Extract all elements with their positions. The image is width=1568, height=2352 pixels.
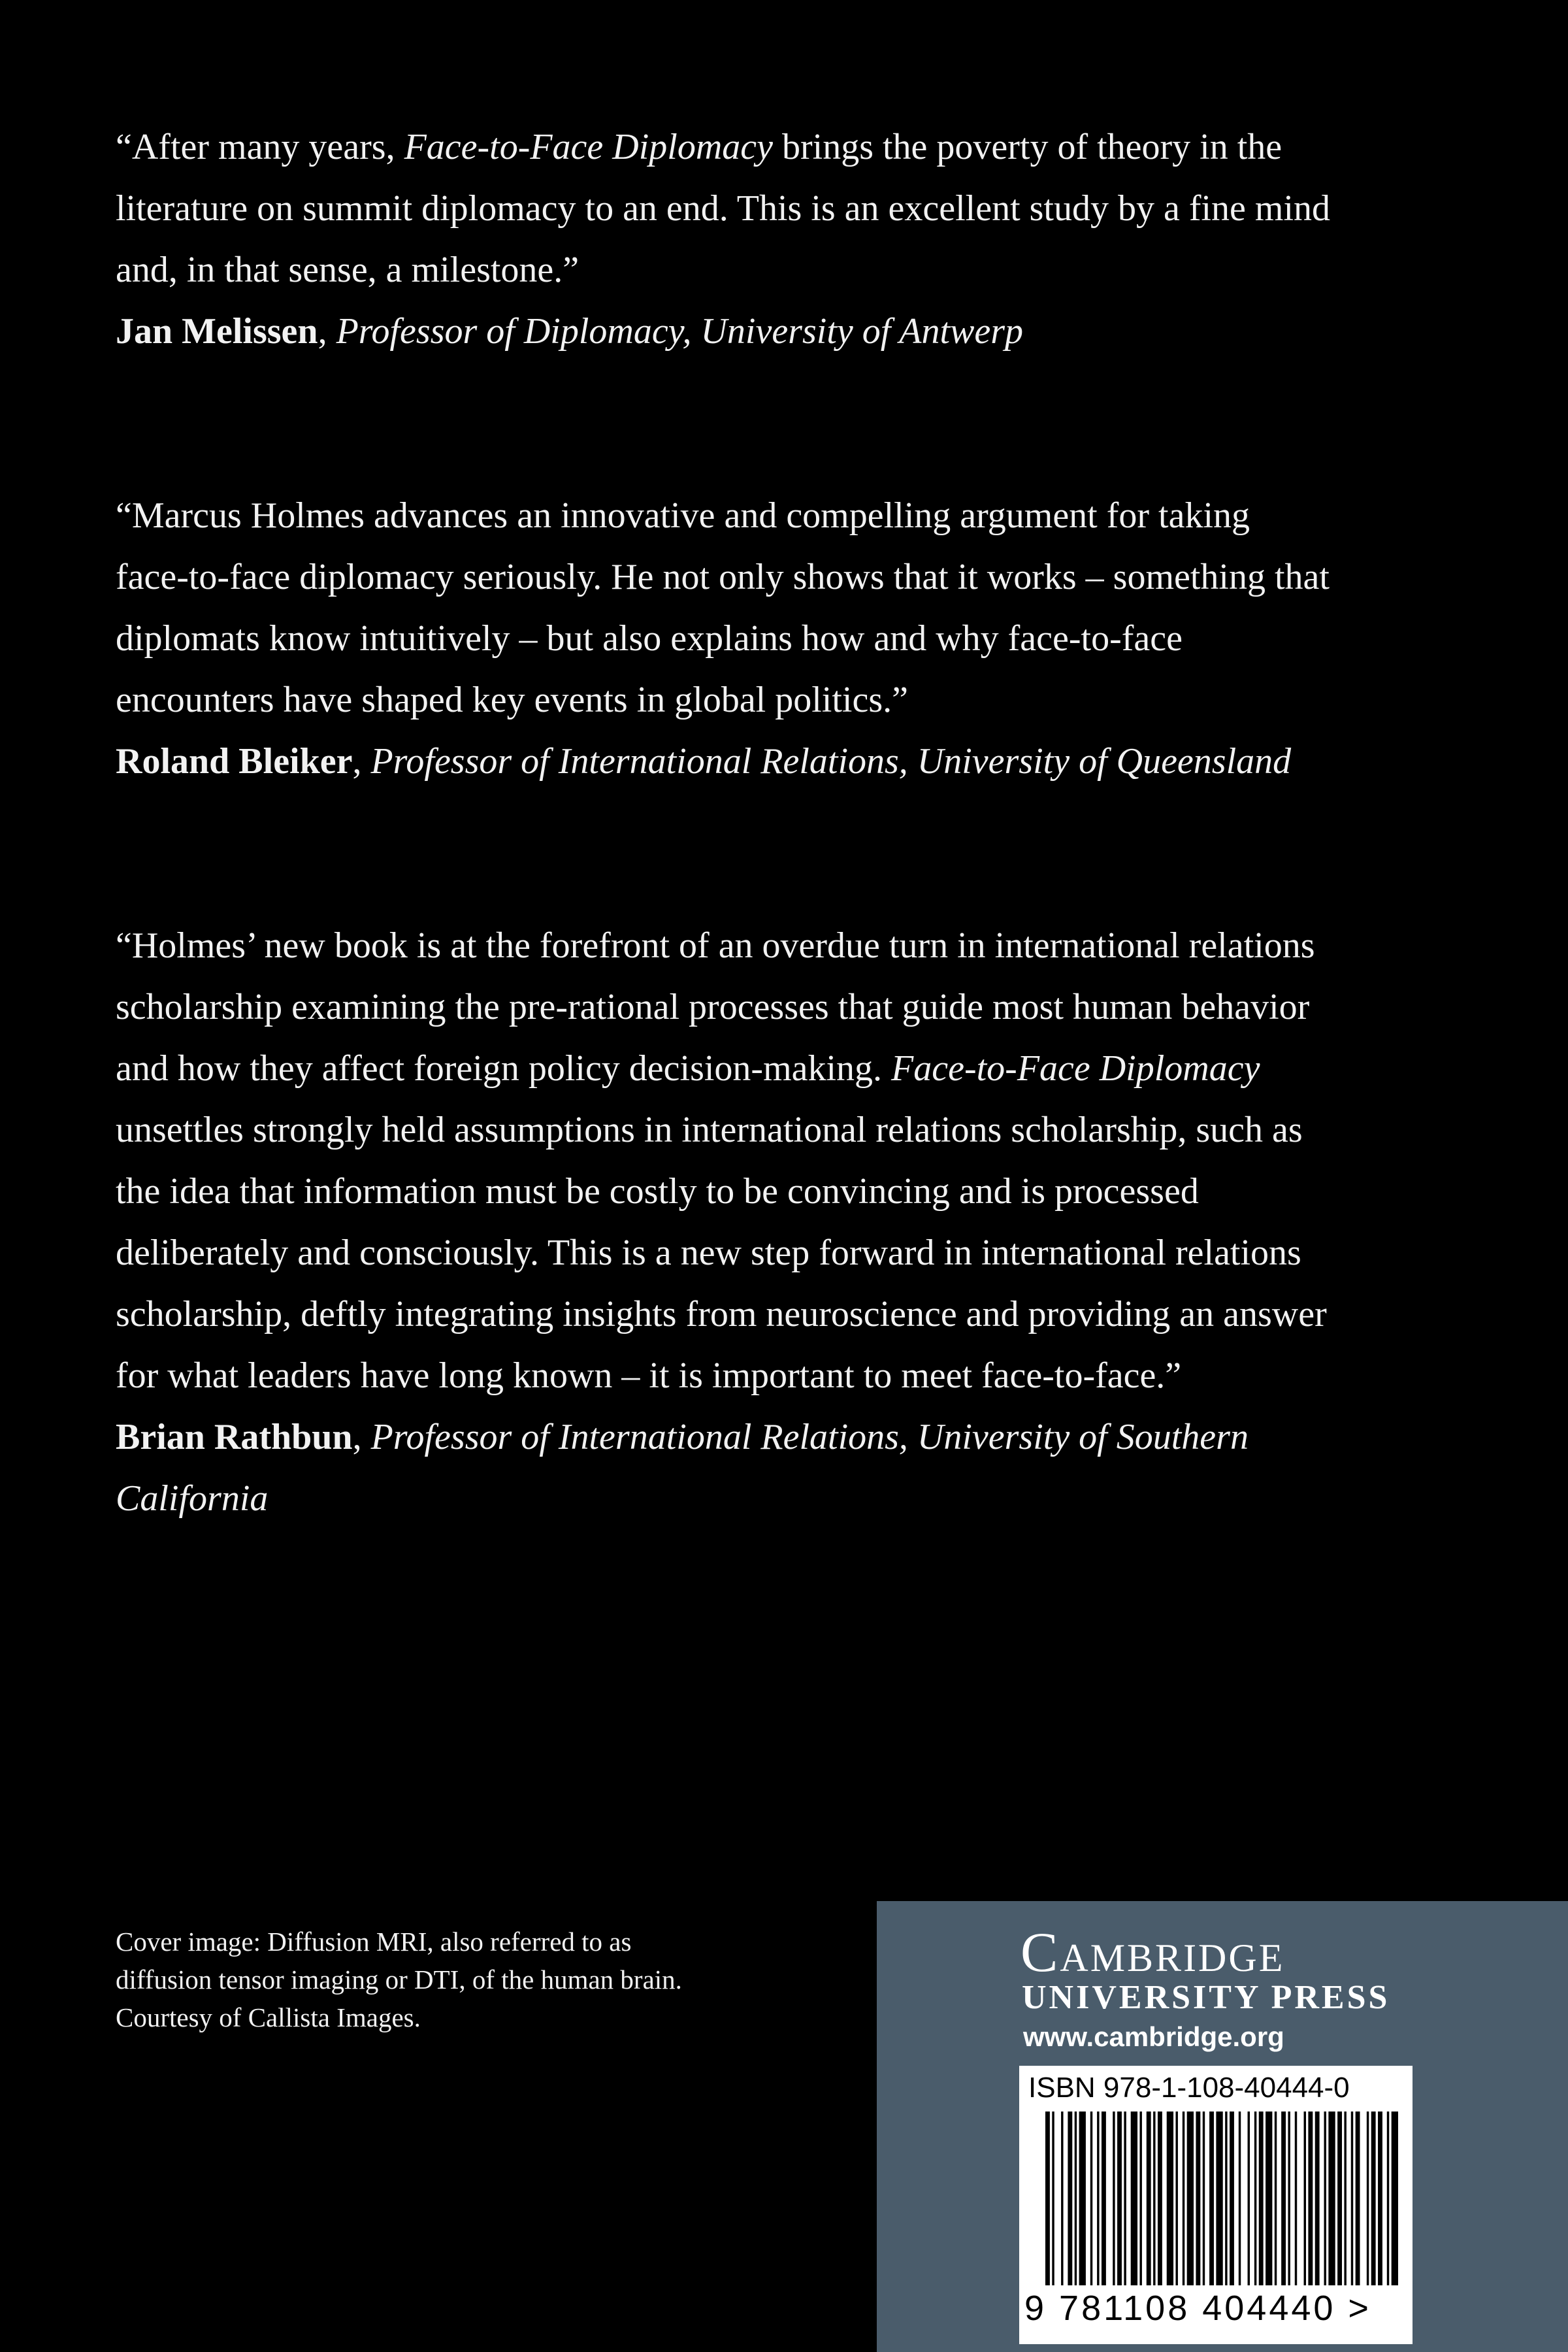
barcode-bar: [1371, 2112, 1376, 2285]
barcode-bar: [1328, 2112, 1335, 2285]
barcode-bar: [1378, 2112, 1382, 2285]
endorser-role: Professor of Diplomacy, University of Antwerp: [336, 311, 1024, 352]
barcode-bar: [1344, 2112, 1346, 2285]
publisher-url: www.cambridge.org: [1023, 2021, 1284, 2052]
book-title: Face-to-Face Diplomacy: [404, 127, 773, 167]
barcode-bar: [1225, 2112, 1227, 2285]
blurb-2-attribution: Roland Bleiker, Professor of International Relations, University of Queensland: [116, 741, 1292, 782]
blurb-3-attribution: Brian Rathbun, Professor of International Relations, University of Southern California: [116, 1417, 1249, 1519]
endorser-name: Brian Rathbun: [116, 1417, 353, 1457]
publisher-panel: [877, 1901, 1568, 2352]
blurb-1-quote: “After many years, Face-to-Face Diplomacy brings the poverty of theory in the literature on summit diplomacy to an end. This is an excellent study by a fine mind and, in that sense, a milestone.”: [116, 127, 1331, 290]
barcode-bar: [1124, 2112, 1126, 2285]
barcode-bar: [1266, 2112, 1272, 2285]
isbn-label: ISBN 978-1-108-40444-0: [1028, 2072, 1350, 2104]
barcode-digits: 9 781108 404440 >: [1024, 2289, 1371, 2328]
barcode-bar: [1113, 2112, 1115, 2285]
barcode-bar: [1308, 2112, 1313, 2285]
barcode-bar: [1147, 2112, 1151, 2285]
barcode-bar: [1259, 2112, 1264, 2285]
barcode-bar: [1248, 2112, 1250, 2285]
barcode-bar: [1254, 2112, 1256, 2285]
barcode-bar: [1153, 2112, 1155, 2285]
barcode-bar: [1097, 2112, 1099, 2285]
barcode-bars-icon: [1045, 2112, 1398, 2285]
endorser-name: Roland Bleiker: [116, 741, 353, 782]
barcode-bar: [1392, 2112, 1398, 2285]
barcode-bar: [1052, 2112, 1054, 2285]
barcode-bar: [1275, 2112, 1277, 2285]
endorsements: [116, 116, 1331, 1652]
barcode-bar: [1281, 2112, 1286, 2285]
barcode-bar: [1315, 2112, 1320, 2285]
barcode-bar: [1158, 2112, 1162, 2285]
barcode-bar: [1387, 2112, 1389, 2285]
barcode-bar: [1216, 2112, 1222, 2285]
barcode-bar: [1079, 2112, 1086, 2285]
publisher-logo-subtitle: UNIVERSITY PRESS: [1022, 1979, 1390, 2016]
barcode-bar: [1117, 2112, 1122, 2285]
barcode-bar: [1090, 2112, 1092, 2285]
barcode-bar: [1196, 2112, 1200, 2285]
barcode-bar: [1304, 2112, 1306, 2285]
endorser-role: Professor of International Relations, University of Queensland: [370, 741, 1292, 782]
barcode-bar: [1288, 2112, 1290, 2285]
barcode-bar: [1367, 2112, 1369, 2285]
barcode-bar: [1183, 2112, 1184, 2285]
cover-image-credit: Cover image: Diffusion MRI, also referred to as diffusion tensor imaging or DTI, of the human brain. Courtesy of Callista Images.: [116, 1927, 682, 2032]
blurb-1-attribution: Jan Melissen, Professor of Diplomacy, University of Antwerp: [116, 311, 1024, 352]
barcode-bar: [1230, 2112, 1234, 2285]
barcode-bar: [1295, 2112, 1297, 2285]
isbn-barcode: [1019, 2066, 1413, 2344]
blurb-3-quote: “Holmes’ new book is at the forefront of an overdue turn in international relations scholarship examining the pre-rational processes that guide most human behavior and how they affect foreign policy decision-making. Face-to-Face Diplomacy unsettles strongly held assumptions in international relations scholarship, such as the idea that information must be costly to be convincing and is processed deliberately and consciously. This is a new step forward in international relations scholarship, deftly integrating insights from neuroscience and providing an answer for what leaders have long known – it is important to meet face-to-face.”: [116, 925, 1327, 1396]
barcode-bar: [1356, 2112, 1360, 2285]
publisher-logo-name: Cambridge: [1021, 1921, 1285, 1983]
barcode-bar: [1131, 2112, 1137, 2285]
barcode-bar: [1187, 2112, 1194, 2285]
endorser-name: Jan Melissen: [116, 311, 318, 352]
barcode-bar: [1075, 2112, 1077, 2285]
barcode-bar: [1351, 2112, 1353, 2285]
barcode-bar: [1337, 2112, 1342, 2285]
barcode-bar: [1203, 2112, 1205, 2285]
barcode-bar: [1139, 2112, 1141, 2285]
barcode-bar: [1045, 2112, 1050, 2285]
blurb-2-quote: “Marcus Holmes advances an innovative and compelling argument for taking face-to-face diplomacy seriously. He not only shows that it works – something that diplomats know intuitively – but also explains how and why face-to-face encounters have shaped key events in global politics.”: [116, 495, 1330, 720]
endorser-role: Professor of International Relations, University of Southern California: [116, 1417, 1249, 1519]
barcode-bar: [1102, 2112, 1106, 2285]
barcode-bar: [1167, 2112, 1173, 2285]
barcode-bar: [1061, 2112, 1063, 2285]
barcode-bar: [1068, 2112, 1072, 2285]
barcode-bar: [1175, 2112, 1177, 2285]
barcode-bar: [1209, 2112, 1214, 2285]
book-title: Face-to-Face Diplomacy: [891, 1048, 1260, 1089]
barcode-bar: [1324, 2112, 1326, 2285]
barcode-bar: [1239, 2112, 1241, 2285]
